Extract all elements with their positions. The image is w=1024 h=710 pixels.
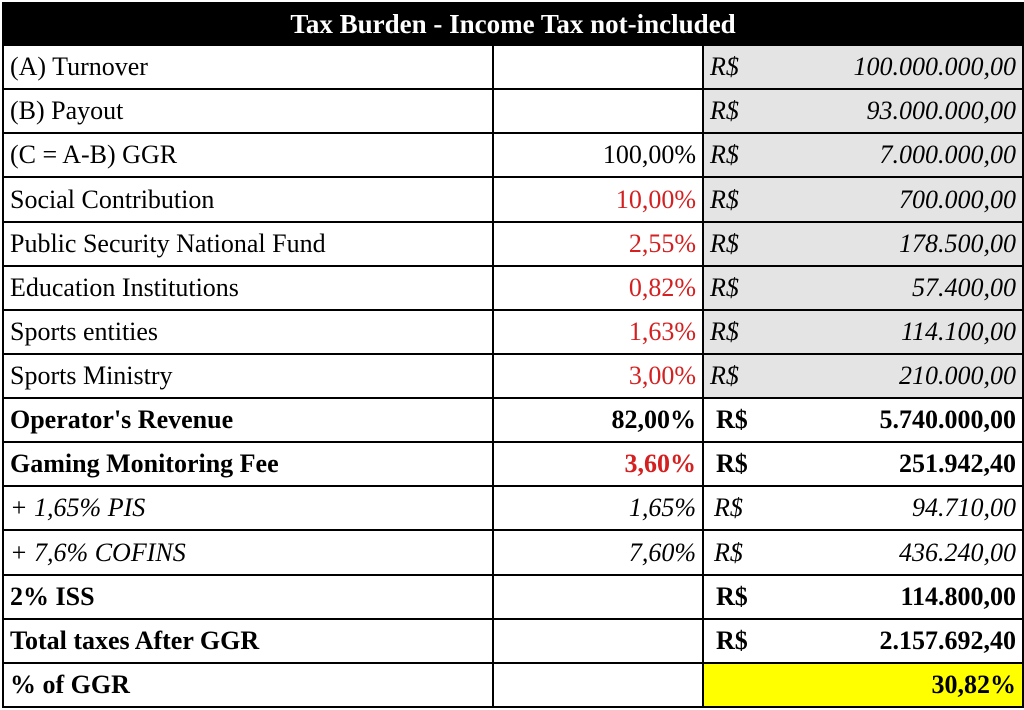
row-percent: 1,63% <box>493 310 703 354</box>
row-amount: 436.240,00 <box>783 530 1023 574</box>
row-label: + 7,6% COFINS <box>3 530 493 574</box>
currency-symbol: R$ <box>703 133 783 177</box>
table-row <box>3 310 1023 354</box>
row-percent: 1,65% <box>493 486 703 530</box>
row-label: Education Institutions <box>3 266 493 310</box>
currency-symbol: R$ <box>703 45 783 89</box>
table-row <box>3 354 1023 398</box>
table-row <box>3 222 1023 266</box>
currency-symbol: R$ <box>703 575 783 619</box>
currency-symbol: R$ <box>703 398 783 442</box>
row-label: (A) Turnover <box>3 45 493 89</box>
row-label: Sports entities <box>3 310 493 354</box>
currency-symbol: R$ <box>703 177 783 221</box>
row-amount: 114.800,00 <box>783 575 1023 619</box>
row-percent: 100,00% <box>493 133 703 177</box>
row-amount: 178.500,00 <box>783 222 1023 266</box>
row-label: Sports Ministry <box>3 354 493 398</box>
row-percent: 2,55% <box>493 222 703 266</box>
currency-symbol: R$ <box>703 354 783 398</box>
row-percent: 7,60% <box>493 530 703 574</box>
row-amount: 100.000.000,00 <box>783 45 1023 89</box>
currency-symbol: R$ <box>703 266 783 310</box>
table-row <box>3 530 1023 574</box>
row-amount: 5.740.000,00 <box>783 398 1023 442</box>
row-percent: 10,00% <box>493 177 703 221</box>
row-label: (C = A-B) GGR <box>3 133 493 177</box>
table-row <box>3 486 1023 530</box>
row-label: 2% ISS <box>3 575 493 619</box>
row-amount: 114.100,00 <box>783 310 1023 354</box>
tax-burden-table <box>2 2 1024 708</box>
currency-symbol: R$ <box>703 89 783 133</box>
row-label: Total taxes After GGR <box>3 619 493 663</box>
row-amount: 93.000.000,00 <box>783 89 1023 133</box>
currency-symbol: R$ <box>703 619 783 663</box>
row-label: (B) Payout <box>3 89 493 133</box>
table-row <box>3 442 1023 486</box>
row-percent: 82,00% <box>493 398 703 442</box>
row-percent: 3,60% <box>493 442 703 486</box>
row-percent: 3,00% <box>493 354 703 398</box>
row-amount: 2.157.692,40 <box>783 619 1023 663</box>
currency-symbol: R$ <box>703 530 783 574</box>
summary-empty-cell <box>493 663 703 707</box>
row-percent <box>493 619 703 663</box>
row-label: Gaming Monitoring Fee <box>3 442 493 486</box>
row-label: Operator's Revenue <box>3 398 493 442</box>
row-label: Social Contribution <box>3 177 493 221</box>
row-amount: 210.000,00 <box>783 354 1023 398</box>
summary-row <box>3 663 1023 707</box>
table-row <box>3 45 1023 89</box>
summary-label: % of GGR <box>3 663 493 707</box>
row-percent <box>493 575 703 619</box>
currency-symbol: R$ <box>703 442 783 486</box>
table-row <box>3 266 1023 310</box>
table-row <box>3 575 1023 619</box>
row-amount: 94.710,00 <box>783 486 1023 530</box>
row-percent <box>493 89 703 133</box>
table-row <box>3 89 1023 133</box>
title-row <box>3 3 1023 45</box>
row-amount: 7.000.000,00 <box>783 133 1023 177</box>
currency-symbol: R$ <box>703 222 783 266</box>
row-amount: 251.942,40 <box>783 442 1023 486</box>
table-row <box>3 398 1023 442</box>
row-percent: 0,82% <box>493 266 703 310</box>
table-row <box>3 619 1023 663</box>
row-amount: 700.000,00 <box>783 177 1023 221</box>
currency-symbol: R$ <box>703 310 783 354</box>
table-row <box>3 177 1023 221</box>
row-label: Public Security National Fund <box>3 222 493 266</box>
table-row <box>3 133 1023 177</box>
row-label: + 1,65% PIS <box>3 486 493 530</box>
currency-symbol: R$ <box>703 486 783 530</box>
table-title: Tax Burden - Income Tax not-included <box>3 3 1023 45</box>
row-amount: 57.400,00 <box>783 266 1023 310</box>
summary-value: 30,82% <box>703 663 1023 707</box>
row-percent <box>493 45 703 89</box>
